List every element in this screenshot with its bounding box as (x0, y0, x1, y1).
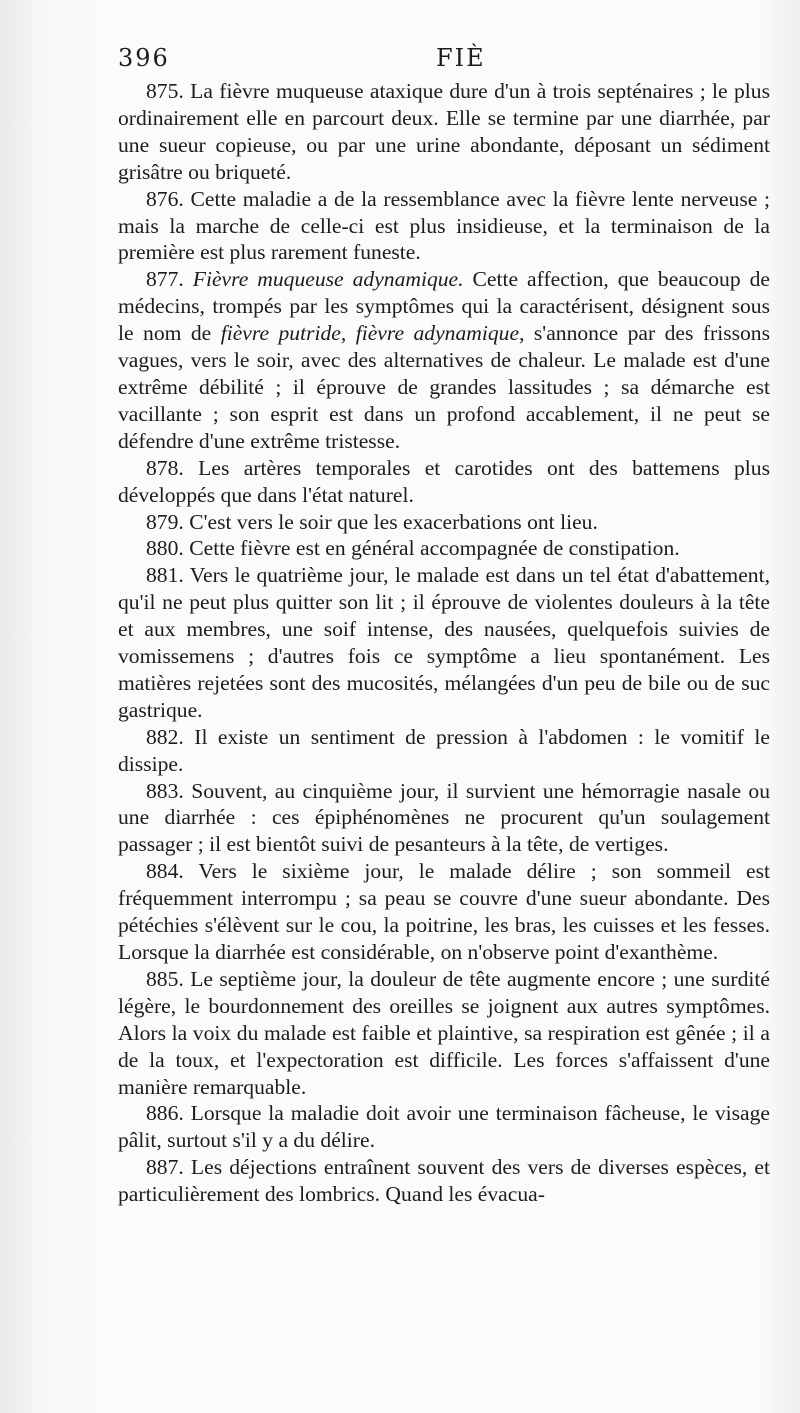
paragraph-text: Souvent, au cinquième jour, il survient une hémorragie nasale ou une diarrhée : ces épiphénomènes ne procurent qu'un soulagement passager ; il est bientôt suivi de pesanteurs à la tête, de vertiges. (118, 778, 771, 857)
paragraph-number: 887. (146, 1155, 184, 1180)
paragraph-text: Lorsque la maladie doit avoir une terminaison fâcheuse, le visage pâlit, surtout s'il y a du délire. (118, 1101, 770, 1153)
paragraph-877 (118, 266, 770, 454)
paragraph-879 (118, 509, 770, 536)
running-title: FIÈ (436, 44, 486, 72)
paragraph-number: 880. (146, 536, 184, 561)
paragraph-text: Les déjections entraînent souvent des vers de diverses espèces, et particulièrement des lombrics. Quand les évacua- (118, 1155, 770, 1207)
paragraph-text: Vers le sixième jour, le malade délire ; son sommeil est fréquemment interrompu ; sa peau se couvre d'une sueur abondante. Des pétéchies s'élèvent sur le cou, la poitrine, les bras, les cuisses et les fesses. Lorsque la diarrhée est considérable, on n'observe point d'exanthème. (118, 859, 771, 964)
paragraph-text: Il existe un sentiment de pression à l'abdomen : le vomitif le dissipe. (118, 724, 770, 776)
paragraph-text: Vers le quatrième jour, le malade est dans un tel état d'abattement, qu'il ne peut plus quitter son lit ; il éprouve de violentes douleurs à la tête et aux membres, une soif intense, des nausées, quelquefois suivies de vomissemens ; d'autres fois ce symptôme a lieu spontanément. Les matières rejetées sont des mucosités, mélangées d'un peu de bile ou de suc gastrique. (118, 563, 771, 722)
paragraph-number: 875. (146, 79, 184, 103)
paragraph-number: 883. (146, 778, 184, 803)
paragraph-text: Le septième jour, la douleur de tête augmente encore ; une surdité légère, le bourdonnement des oreilles se joignent aux autres symptômes. Alors la voix du malade est faible et plaintive, sa respiration est gênée ; il a de la toux, et l'expectoration est difficile. Les forces s'affaissent d'une manière remarquable. (118, 966, 770, 1099)
running-head (118, 40, 770, 78)
page-number: 396 (118, 44, 170, 72)
paragraph-number: 881. (146, 563, 184, 588)
paragraph-number: 876. (146, 186, 184, 211)
paragraph-887 (118, 1154, 770, 1208)
paragraph-number: 879. (146, 509, 184, 534)
paragraph-number: 886. (146, 1101, 184, 1126)
paragraph-text: , s'annonce par des frissons vagues, vers le soir, avec des alternatives de chaleur. Le malade est d'une extrême débilité ; il éprouve de grandes lassitudes ; sa démarche est vacillante ; son esprit est dans un profond accablement, il ne peut se défendre d'une extrême tristesse. (118, 321, 771, 453)
paragraph-881 (118, 562, 770, 723)
paragraph-884 (118, 858, 770, 966)
paragraph-number: 882. (146, 724, 184, 749)
paragraph-882 (118, 724, 770, 778)
paragraph-880 (118, 535, 770, 562)
paragraph-text: Cette affection, que beaucoup de médecins, trompés par les symptômes qui la caractérisent, désignent sous le nom de (118, 267, 770, 346)
paragraph-number: 885. (146, 966, 184, 991)
paragraph-878 (118, 455, 770, 509)
paragraph-875 (118, 78, 770, 186)
paragraph-886 (118, 1100, 770, 1154)
italic-term: fièvre putride, fièvre adynamique (220, 321, 520, 346)
paragraph-number: 877. (146, 267, 184, 292)
paragraph-text: Les artères temporales et carotides ont des battemens plus développés que dans l'état naturel. (118, 455, 770, 507)
section-heading: Fièvre muqueuse adynamique. (192, 267, 464, 292)
body-text (118, 78, 770, 1208)
paragraph-text: C'est vers le soir que les exacerbations ont lieu. (189, 509, 598, 534)
paragraph-text: Cette fièvre est en général accompagnée de constipation. (189, 536, 680, 561)
paragraph-883 (118, 778, 770, 859)
paragraph-text: La fièvre muqueuse ataxique dure d'un à trois septénaires ; le plus ordinairement elle en parcourt deux. Elle se termine par une diarrhée, par une sueur copieuse, ou par une urine abondante, déposant un sédiment grisâtre ou briqueté. (118, 79, 770, 184)
paragraph-885 (118, 966, 770, 1101)
paragraph-876 (118, 186, 770, 267)
paragraph-number: 878. (146, 455, 184, 480)
paragraph-text: Cette maladie a de la ressemblance avec la fièvre lente nerveuse ; mais la marche de celle-ci est plus insidieuse, et la terminaison de la première est plus rarement funeste. (118, 186, 770, 265)
paragraph-number: 884. (146, 859, 184, 884)
